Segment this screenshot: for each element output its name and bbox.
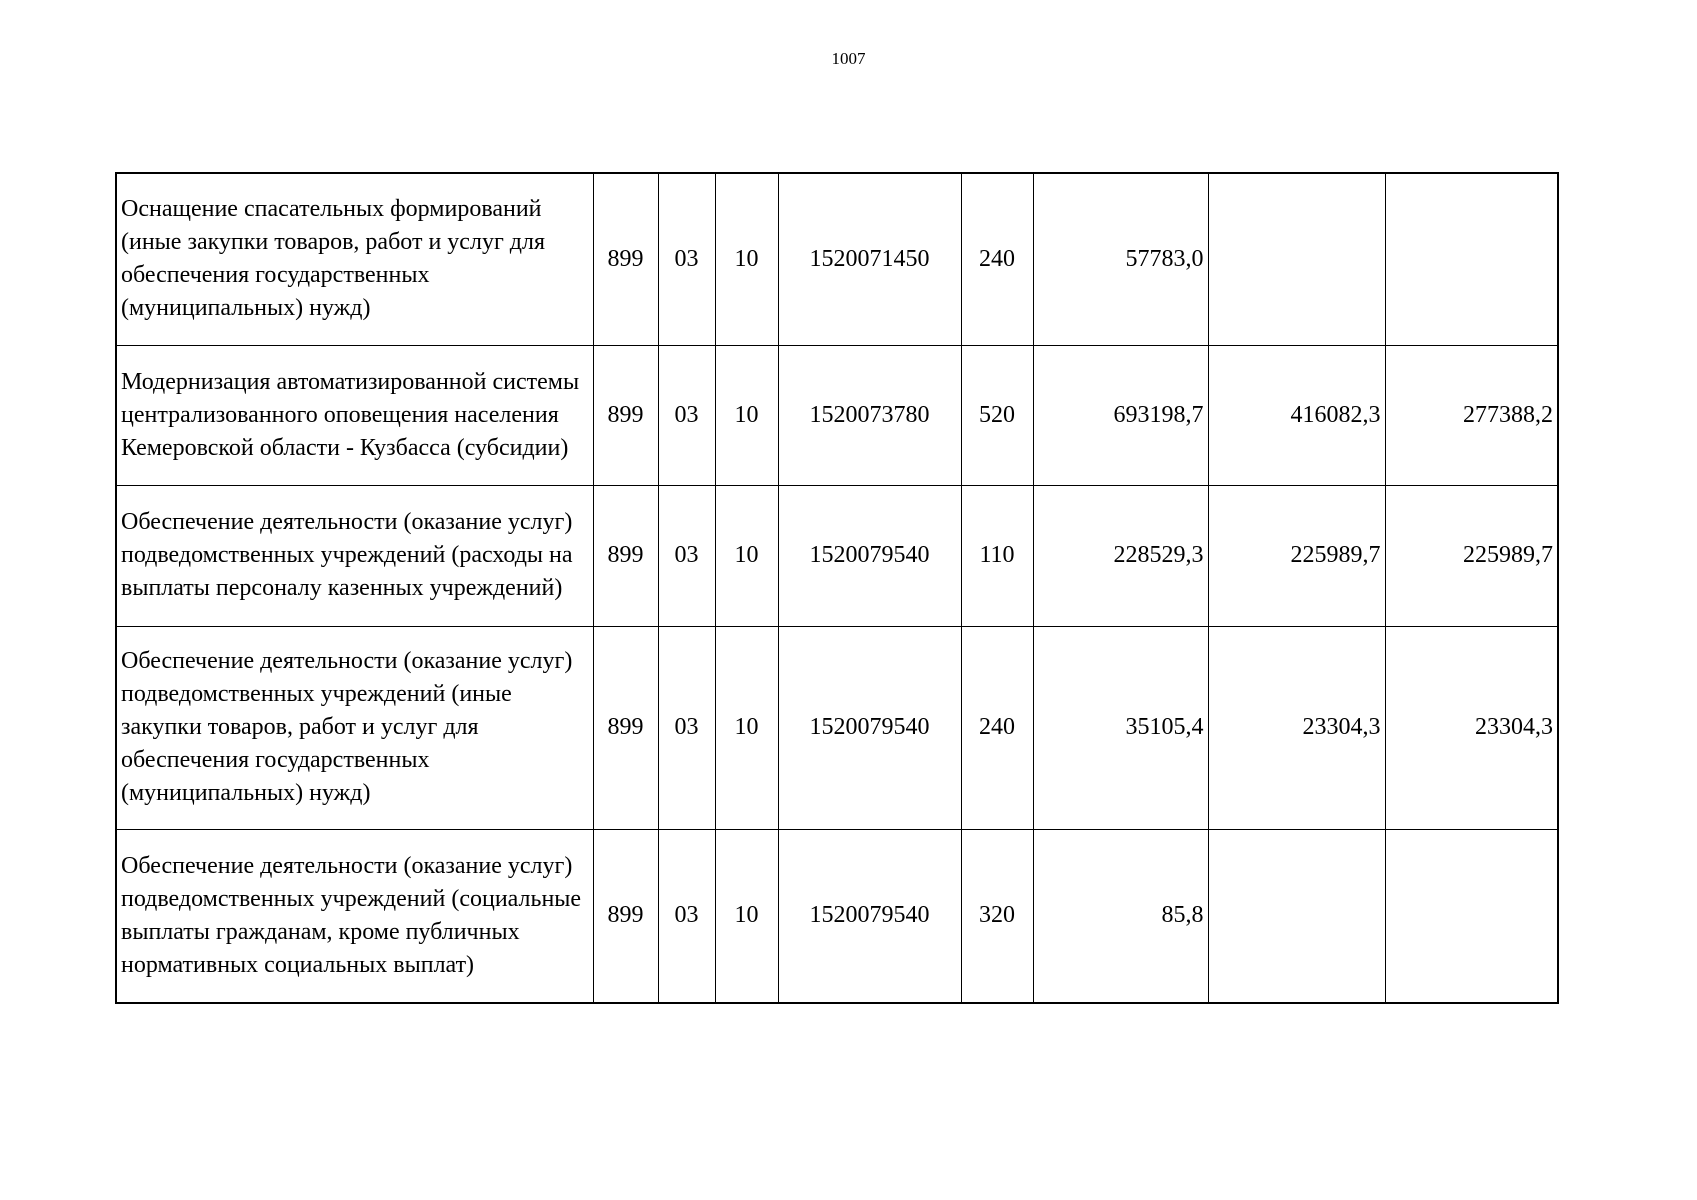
page-number: 1007 [831,49,866,68]
expense-type-cell: 520 [961,345,1033,485]
amount-3-cell [1385,829,1558,1003]
expense-name-cell: Обеспечение деятельности (оказание услуг) подведомственных учреждений (иные закупки товаров, работ и услуг для обеспечения государственных (муниципальных) нужд) [116,626,593,829]
table-row [116,829,1558,1003]
target-article-cell: 1520079540 [778,829,961,1003]
expense-type-cell: 110 [961,485,1033,626]
table-row [116,626,1558,829]
expense-type-cell: 240 [961,173,1033,345]
expense-name-cell: Оснащение спасательных формирований (иные закупки товаров, работ и услуг для обеспечения государственных (муниципальных) нужд) [116,173,593,345]
grbs-code-cell: 899 [593,829,658,1003]
amount-1-cell: 693198,7 [1033,345,1208,485]
grbs-code-cell: 899 [593,345,658,485]
amount-1-cell: 85,8 [1033,829,1208,1003]
grbs-code-cell: 899 [593,626,658,829]
section-code-cell: 03 [658,485,715,626]
expense-name-cell: Обеспечение деятельности (оказание услуг) подведомственных учреждений (социальные выплаты гражданам, кроме публичных нормативных социальных выплат) [116,829,593,1003]
amount-1-cell: 35105,4 [1033,626,1208,829]
section-code-cell: 03 [658,345,715,485]
subsection-code-cell: 10 [715,829,778,1003]
amount-1-cell: 57783,0 [1033,173,1208,345]
target-article-cell: 1520079540 [778,626,961,829]
amount-3-cell: 277388,2 [1385,345,1558,485]
amount-3-cell: 225989,7 [1385,485,1558,626]
expense-type-cell: 320 [961,829,1033,1003]
subsection-code-cell: 10 [715,626,778,829]
subsection-code-cell: 10 [715,345,778,485]
table-row [116,173,1558,345]
section-code-cell: 03 [658,173,715,345]
budget-table [115,172,1559,1004]
grbs-code-cell: 899 [593,485,658,626]
amount-2-cell: 416082,3 [1208,345,1385,485]
target-article-cell: 1520079540 [778,485,961,626]
amount-2-cell [1208,829,1385,1003]
expense-name-cell: Обеспечение деятельности (оказание услуг) подведомственных учреждений (расходы на выплаты персоналу казенных учреждений) [116,485,593,626]
target-article-cell: 1520071450 [778,173,961,345]
amount-1-cell: 228529,3 [1033,485,1208,626]
amount-2-cell: 23304,3 [1208,626,1385,829]
grbs-code-cell: 899 [593,173,658,345]
target-article-cell: 1520073780 [778,345,961,485]
table-row [116,485,1558,626]
section-code-cell: 03 [658,829,715,1003]
table-row [116,345,1558,485]
expense-type-cell: 240 [961,626,1033,829]
expense-name-cell: Модернизация автоматизированной системы централизованного оповещения населения Кемеровской области - Кузбасса (субсидии) [116,345,593,485]
amount-2-cell: 225989,7 [1208,485,1385,626]
amount-3-cell: 23304,3 [1385,626,1558,829]
section-code-cell: 03 [658,626,715,829]
subsection-code-cell: 10 [715,173,778,345]
amount-2-cell [1208,173,1385,345]
subsection-code-cell: 10 [715,485,778,626]
amount-3-cell [1385,173,1558,345]
